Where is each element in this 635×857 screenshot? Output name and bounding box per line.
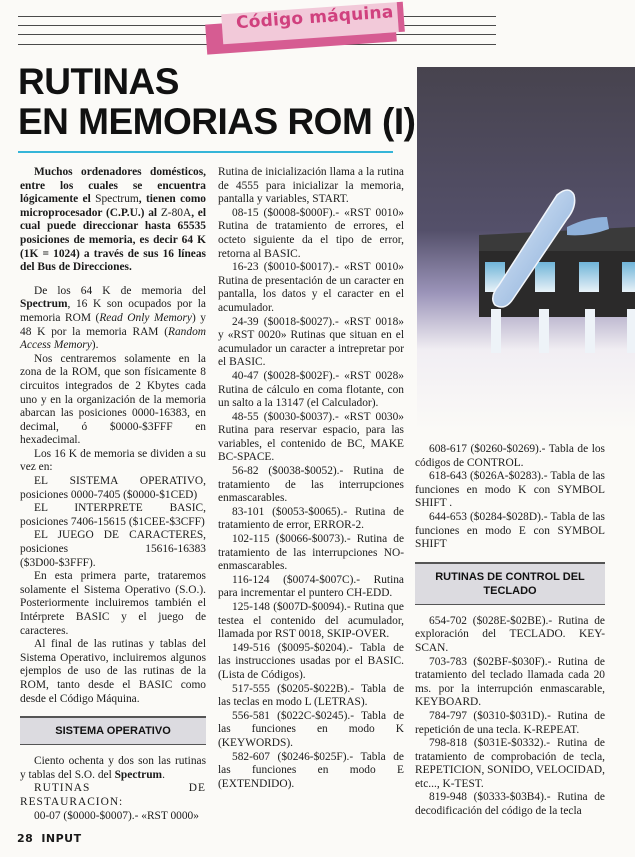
paragraph: EL SISTEMA OPERATIVO, posiciones 0000-7405 ($0000-$1CED) — [20, 475, 206, 501]
paragraph: RUTINAS DE RESTAURACION: — [20, 782, 206, 808]
paragraph: 40-47 ($0028-$002F).- «RST 0028» Rutina de cálculo en coma flotante, con un salto a la 13147 (el Calculador). — [218, 369, 404, 410]
lead-text: , tienen como microprocesador (C.P.U.) al — [20, 193, 206, 219]
lead-spectrum: Spectrum — [95, 193, 139, 206]
section-label: Código máquina — [235, 2, 395, 34]
paragraph: 582-607 ($0246-$025F).- Tabla de las funciones en modo E (EXTENDIDO). — [218, 750, 404, 790]
section-banner — [206, 2, 402, 48]
title-line-2: EN MEMORIAS ROM (I) — [18, 101, 416, 142]
chip-leg — [627, 309, 635, 353]
paragraph: 618-643 ($026A-$0283).- Tabla de las funciones en modo K con SYMBOL SHIFT . — [415, 470, 605, 510]
paragraph: 48-55 ($0030-$0037).- «RST 0030» Rutina para reservar espacio, para las variables, el contenido de BC, MAKE BC-SPACE. — [218, 410, 404, 464]
chip-leg — [539, 309, 549, 353]
bold-text: Spectrum — [114, 768, 163, 781]
paragraph: 517-555 ($0205-$022B).- Tabla de las teclas en modo L (LETRAS). — [218, 682, 404, 709]
italic-text: Random Access Memory — [20, 325, 206, 352]
lead-paragraph — [20, 166, 206, 275]
italic-text: Read Only Memory — [99, 311, 192, 324]
chip-pin — [622, 262, 635, 292]
paragraph: EL JUEGO DE CARACTERES, posiciones 15616-16383 ($3D00-$3FFF). — [20, 529, 206, 569]
paragraph: 102-115 ($0066-$0073).- Rutina de tratamiento de las interrupciones NO-enmascarables. — [218, 533, 404, 573]
bold-text: Spectrum — [20, 298, 68, 311]
paragraph: 608-617 ($0260-$0269).- Tabla de los códigos de CONTROL. — [415, 443, 605, 469]
text: . — [162, 768, 165, 781]
title-line-1: RUTINAS — [18, 61, 179, 102]
chip-leg — [491, 309, 501, 353]
paragraph: Al final de las rutinas y tablas del Sistema Operativo, incluiremos algunos ejemplos de uso de las rutinas de la ROM, tanto desde el BASIC como desde el Código Máquina. — [20, 638, 206, 705]
paragraph — [20, 285, 206, 353]
paragraph: 116-124 ($0074-$007C).- Rutina para incrementar el puntero CH-EDD. — [218, 573, 404, 600]
paragraph: 83-101 ($0053-$0065).- Rutina de tratamiento de error, ERROR-2. — [218, 505, 404, 532]
paragraph: 16-23 ($0010-$0017).- «RST 0010» Rutina de presentación de un caracter en pantalla, los datos y el caracter en el acumulador. — [218, 261, 404, 314]
paragraph: 56-82 ($0038-$0052).- Rutina de tratamiento de las interrupciones enmascarables. — [218, 465, 404, 505]
paragraph: 703-783 ($02BF-$030F).- Rutina de tratamiento del teclado llamada cada 20 ms. por la interrupción enmascarable, KEYBOARD. — [415, 655, 605, 709]
paragraph: 644-653 ($0284-$028D).- Tabla de las funciones en modo E con SYMBOL SHIFT — [415, 510, 605, 551]
chip-pin — [535, 262, 555, 292]
column-2 — [218, 166, 404, 791]
chip-key-image — [417, 67, 635, 430]
text: ) y 48 K por la memoria RAM ( — [20, 311, 206, 338]
paragraph: 24-39 ($0018-$0027).- «RST 0018» y «RST 0020» Rutinas que situan en el acumulador un caracter a intrepretar por el BASIC. — [218, 315, 404, 369]
chip-pin — [579, 262, 599, 292]
paragraph: EL INTERPRETE BASIC, posiciones 7406-15615 ($1CEE-$3CFF) — [20, 502, 206, 528]
section-heading-sistema-operativo: SISTEMA OPERATIVO — [20, 716, 206, 745]
paragraph: 819-948 ($0333-$03B4).- Rutina de decodificación del código de la tecla — [415, 791, 605, 818]
paragraph — [20, 755, 206, 782]
paragraph: Nos centraremos solamente en la zona de la ROM, que son físicamente 8 circuitos integrados de 2 Kbytes cada uno y en la organización de la memoria abarcan las posiciones 0000-16383, en decimal, ó $0000-$3FFF en hexadecimal. — [20, 352, 206, 447]
paragraph: 784-797 ($0310-$031D).- Rutina de repetición de una tecla. K-REPEAT. — [415, 709, 605, 736]
paragraph: Rutina de inicialización llama a la rutina de 4555 para inicializar la memoria, pantalla y variables, START. — [218, 166, 404, 206]
page-number: 28 — [17, 832, 34, 845]
paragraph: 798-818 ($031E-$0332).- Rutina de tratamiento de comprobación de tecla, REPETICION, SONIDO, VELOCIDAD, etc..., K-TEST. — [415, 737, 605, 790]
paragraph: 149-516 ($0095-$0204).- Tabla de las instrucciones usadas por el BASIC. (Lista de Códigos). — [218, 641, 404, 681]
text: Ciento ochenta y dos son las rutinas y tablas del S.O. del — [20, 755, 206, 781]
paragraph: Los 16 K de memoria se dividen a su vez en: — [20, 447, 206, 474]
article-title — [18, 61, 416, 142]
lead-z80: Z-80A — [160, 206, 192, 219]
title-underline — [18, 151, 393, 153]
chip-leg — [585, 309, 595, 353]
rom-chip-illustration — [417, 67, 635, 430]
section-heading-control-teclado: RUTINAS DE CONTROL DEL TECLADO — [415, 562, 605, 605]
lead-text: Muchos ordenadores domésticos, entre los cuales se encuentra lógicamente el — [20, 166, 206, 206]
text: De los 64 K de memoria del — [34, 284, 206, 297]
paragraph: 654-702 ($028E-$02BE).- Rutina de exploración del TECLADO. KEY-SCAN. — [415, 614, 605, 654]
paragraph: 556-581 ($022C-$0245).- Tabla de las funciones en modo K (KEYWORDS). — [218, 709, 404, 749]
paragraph: 00-07 ($0000-$0007).- «RST 0000» — [34, 809, 199, 822]
page-footer — [17, 832, 82, 846]
text: ). — [91, 339, 99, 352]
column-3 — [415, 443, 605, 819]
paragraph: 08-15 ($0008-$000F).- «RST 0010» Rutina de tratamiento de errores, el octeto siguiente da el tipo de error, retorna al BASIC. — [218, 206, 404, 260]
column-1 — [20, 166, 206, 823]
lead-text: , el cual puede direccionar hasta 65535 posiciones de memoria, es decir 64 K (1K = 1024) a través de sus 16 líneas del Bus de Direcciones. — [20, 206, 206, 274]
paragraph: En esta primera parte, trataremos solamente el Sistema Operativo (S.O.). Posteriormente incluiremos también el Intérprete BASIC y el juego de caracteres. — [20, 570, 206, 637]
text: , 16 K son ocupados por la memoria ROM ( — [20, 298, 206, 324]
paragraph: 125-148 ($007D-$0094).- Rutina que testea el contenido del acumulador, llamada por RST 0018, SKIP-OVER. — [218, 601, 404, 641]
magazine-name: INPUT — [41, 832, 82, 845]
